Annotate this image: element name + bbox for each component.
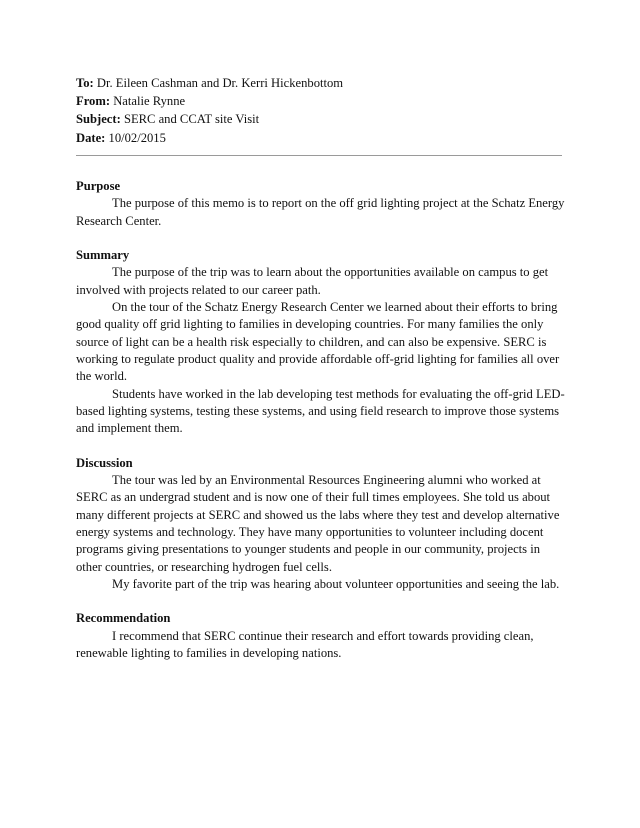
discussion-section [76,455,568,593]
summary-heading: Summary [76,248,130,263]
memo-from-value: Natalie Rynne [113,94,186,109]
memo-subject-row [76,110,566,128]
purpose-section [76,178,568,230]
discussion-paragraph: The tour was led by an Environmental Resources Engineering alumni who worked at SERC as an undergrad student and is now one of their full times employees. She told us about many different projects at SERC and showed us the labs where they test and develop alternative energy systems and technology. They have many opportunities to volunteer including docent programs giving presentations to younger students and people in our community, projects in other countries, or researching hydrogen fuel cells. [76,473,560,574]
discussion-heading: Discussion [76,455,133,470]
purpose-heading: Purpose [76,179,121,193]
summary-paragraph: The purpose of the trip was to learn about the opportunities available on campus to get involved with projects related to our career path. [76,265,549,297]
memo-subject-label: Subject: [76,112,121,127]
memo-from-label: From: [76,94,111,109]
memo-to-value: Dr. Eileen Cashman and Dr. Kerri Hickenbottom [96,76,344,90]
recommendation-section [76,610,568,662]
memo-date-row [76,129,566,147]
summary-paragraph: On the tour of the Schatz Energy Research Center we learned about their efforts to bring good quality off grid lighting to families in developing countries. For many families the only source of light can be a health risk especially to children, and can also be expensive. SERC is working to regulate product quality and provide affordable off-grid lighting for families all over the world. [76,300,560,384]
memo-to-row [76,74,566,92]
memo-header [76,74,566,147]
memo-date-label: Date: [76,130,106,145]
purpose-paragraph: The purpose of this memo is to report on the off grid lighting project at the Schatz Energy Research Center. [76,196,565,228]
memo-body [76,178,568,680]
summary-paragraph: Students have worked in the lab developing test methods for evaluating the off-grid LED-based lighting systems, testing these systems, and using field research to improve those systems and implement them. [76,386,565,436]
summary-section [76,247,568,437]
recommendation-paragraph: I recommend that SERC continue their research and effort towards providing clean, renewable lighting to families in developing nations. [76,628,534,661]
memo-date-value: 10/02/2015 [108,130,166,145]
discussion-paragraph: My favorite part of the trip was hearing about volunteer opportunities and seeing the lab. [112,576,560,591]
memo-from-row [76,92,566,110]
memo-to-label: To: [76,76,94,90]
memo-subject-value: SERC and CCAT site Visit [123,112,260,127]
recommendation-heading: Recommendation [76,611,171,626]
header-divider [76,155,562,156]
